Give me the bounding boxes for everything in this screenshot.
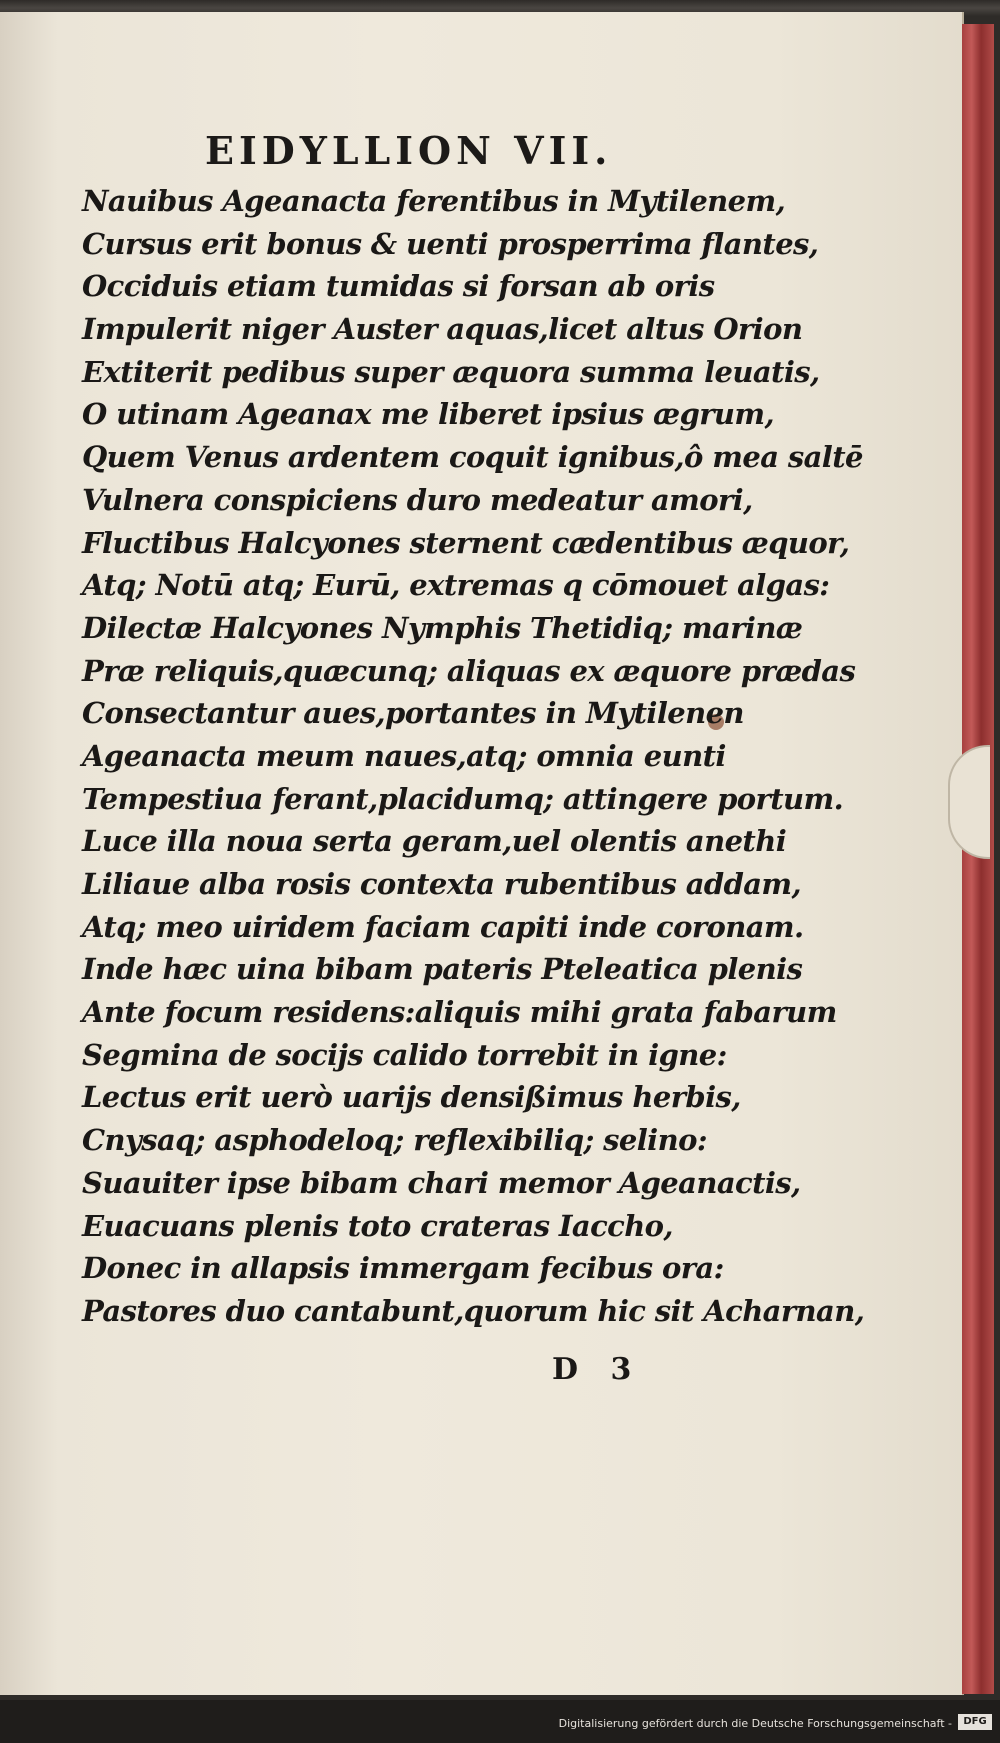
verse-line: O utinam Ageanax me liberet ipsius ægrum, [82,397,774,432]
verse-line: Liliaue alba rosis contexta rubentibus addam, [82,867,802,901]
verse-line: Suauiter ipse bibam chari memor Ageanactis, [82,1165,801,1200]
verse-line: Impulerit niger Auster aquas,licet altus Orion [82,312,803,347]
signature-mark [552,1352,631,1387]
verse-line: Nauibus Ageanacta ferentibus in Mytilenem, [82,184,786,218]
verse-line: Extiterit pedibus super æquora summa leuatis, [82,354,820,389]
dfg-logo: DFG [958,1714,992,1730]
verse-line: Atq; Notū atq; Eurū, extremas q cōmouet algas: [82,568,830,603]
running-header: EIDYLLION VII. [205,128,613,173]
verse-line: Donec in allapsis immergam fecibus ora: [82,1251,724,1286]
signature-number: 3 [610,1352,632,1387]
verse-line: Atq; meo uiridem faciam capiti inde coronam. [82,909,804,944]
signature-letter: D [552,1352,579,1387]
verse-line: Præ reliquis,quæcunq; aliquas ex æquore prædas [82,653,856,688]
verse-line: Vulnera conspiciens duro medeatur amori, [82,482,753,517]
verse-line: Cursus erit bonus & uenti prosperrima flantes, [82,226,819,261]
verse-line: Consectantur aues,portantes in Mytilenen [82,696,744,731]
verse-line: Fluctibus Halcyones sternent cædentibus æquor, [82,525,850,560]
verse-line: Ageanacta meum naues,atq; omnia eunti [82,738,726,773]
verse-line: Ante focum residens:aliquis mihi grata fabarum [82,995,837,1030]
footer-credit: Digitalisierung gefördert durch die Deutsche Forschungsgemeinschaft - [558,1717,952,1730]
verse-line: Pastores duo cantabunt,quorum hic sit Acharnan, [82,1293,865,1328]
verse-line: Dilectæ Halcyones Nymphis Thetidiq; marinæ [82,610,803,645]
red-page-edge [962,24,994,1694]
verse-line: Cnysaq; asphodeloq; reflexibiliq; selino: [82,1123,707,1158]
verse-line: Tempestiua ferant,placidumq; attingere portum. [82,781,844,816]
verse-line: Segmina de socijs calido torrebit in igne: [82,1037,727,1072]
verse-line: Occiduis etiam tumidas si forsan ab oris [82,269,715,304]
verse-line: Quem Venus ardentem coquit ignibus,ô mea saltē [82,440,863,475]
verse-line: Inde hæc uina bibam pateris Pteleatica plenis [82,952,803,987]
verse-text [82,180,902,1333]
page-tab-marker [948,745,990,859]
verse-line: Lectus erit uerò uarijs densißimus herbis, [82,1080,741,1115]
verse-line: Euacuans plenis toto crateras Iaccho, [82,1208,673,1243]
verse-line: Luce illa noua serta geram,uel olentis anethi [82,824,787,859]
